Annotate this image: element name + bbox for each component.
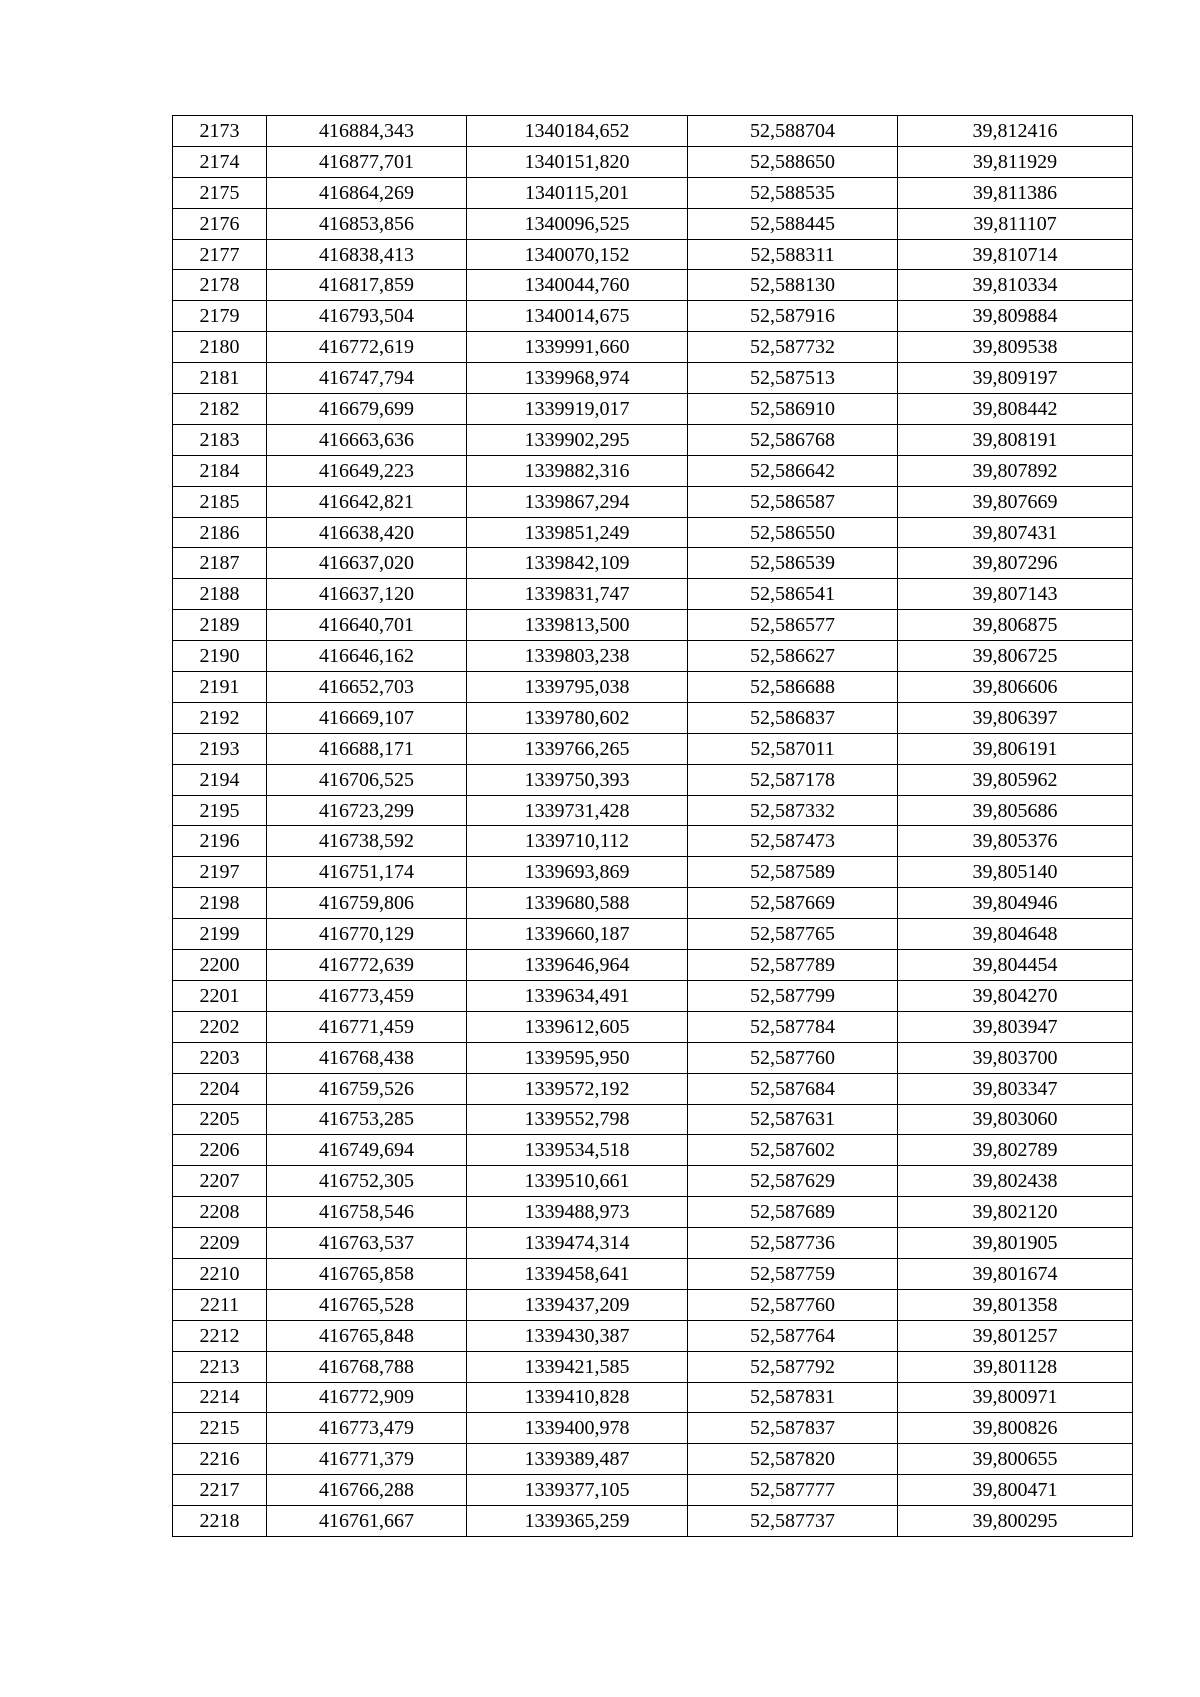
longitude-cell: 39,802789 <box>898 1135 1133 1166</box>
y-coordinate-cell: 1339731,428 <box>467 795 688 826</box>
x-coordinate-cell: 416723,299 <box>267 795 467 826</box>
y-coordinate-cell: 1339780,602 <box>467 702 688 733</box>
latitude-cell: 52,587799 <box>688 980 898 1011</box>
y-coordinate-cell: 1339867,294 <box>467 486 688 517</box>
y-coordinate-cell: 1339919,017 <box>467 394 688 425</box>
x-coordinate-cell: 416749,694 <box>267 1135 467 1166</box>
y-coordinate-cell: 1339842,109 <box>467 548 688 579</box>
point-number-cell: 2212 <box>173 1320 267 1351</box>
latitude-cell: 52,586910 <box>688 394 898 425</box>
longitude-cell: 39,804946 <box>898 888 1133 919</box>
y-coordinate-cell: 1339430,387 <box>467 1320 688 1351</box>
longitude-cell: 39,800826 <box>898 1413 1133 1444</box>
x-coordinate-cell: 416759,806 <box>267 888 467 919</box>
table-row <box>173 1228 1133 1259</box>
y-coordinate-cell: 1339389,487 <box>467 1444 688 1475</box>
table-row <box>173 950 1133 981</box>
longitude-cell: 39,801128 <box>898 1351 1133 1382</box>
latitude-cell: 52,588650 <box>688 146 898 177</box>
table-row <box>173 1073 1133 1104</box>
x-coordinate-cell: 416763,537 <box>267 1228 467 1259</box>
table-row <box>173 888 1133 919</box>
x-coordinate-cell: 416773,459 <box>267 980 467 1011</box>
point-number-cell: 2188 <box>173 579 267 610</box>
point-number-cell: 2180 <box>173 332 267 363</box>
latitude-cell: 52,587765 <box>688 919 898 950</box>
longitude-cell: 39,810334 <box>898 270 1133 301</box>
table-row <box>173 363 1133 394</box>
longitude-cell: 39,804648 <box>898 919 1133 950</box>
point-number-cell: 2182 <box>173 394 267 425</box>
latitude-cell: 52,587669 <box>688 888 898 919</box>
table-row <box>173 1011 1133 1042</box>
point-number-cell: 2178 <box>173 270 267 301</box>
x-coordinate-cell: 416765,848 <box>267 1320 467 1351</box>
latitude-cell: 52,587689 <box>688 1197 898 1228</box>
latitude-cell: 52,586768 <box>688 424 898 455</box>
x-coordinate-cell: 416877,701 <box>267 146 467 177</box>
longitude-cell: 39,800295 <box>898 1506 1133 1537</box>
point-number-cell: 2197 <box>173 857 267 888</box>
point-number-cell: 2200 <box>173 950 267 981</box>
y-coordinate-cell: 1340115,201 <box>467 177 688 208</box>
point-number-cell: 2179 <box>173 301 267 332</box>
table-row <box>173 486 1133 517</box>
latitude-cell: 52,587789 <box>688 950 898 981</box>
longitude-cell: 39,809884 <box>898 301 1133 332</box>
x-coordinate-cell: 416738,592 <box>267 826 467 857</box>
latitude-cell: 52,587332 <box>688 795 898 826</box>
y-coordinate-cell: 1340014,675 <box>467 301 688 332</box>
y-coordinate-cell: 1339595,950 <box>467 1042 688 1073</box>
point-number-cell: 2199 <box>173 919 267 950</box>
x-coordinate-cell: 416771,379 <box>267 1444 467 1475</box>
latitude-cell: 52,587732 <box>688 332 898 363</box>
latitude-cell: 52,587759 <box>688 1258 898 1289</box>
x-coordinate-cell: 416753,285 <box>267 1104 467 1135</box>
y-coordinate-cell: 1339795,038 <box>467 672 688 703</box>
y-coordinate-cell: 1340151,820 <box>467 146 688 177</box>
table-row <box>173 394 1133 425</box>
latitude-cell: 52,587760 <box>688 1042 898 1073</box>
table-row <box>173 1289 1133 1320</box>
table-row <box>173 1382 1133 1413</box>
point-number-cell: 2204 <box>173 1073 267 1104</box>
longitude-cell: 39,811929 <box>898 146 1133 177</box>
longitude-cell: 39,805140 <box>898 857 1133 888</box>
x-coordinate-cell: 416638,420 <box>267 517 467 548</box>
latitude-cell: 52,586587 <box>688 486 898 517</box>
table-row <box>173 857 1133 888</box>
x-coordinate-cell: 416751,174 <box>267 857 467 888</box>
y-coordinate-cell: 1339612,605 <box>467 1011 688 1042</box>
longitude-cell: 39,806875 <box>898 610 1133 641</box>
x-coordinate-cell: 416793,504 <box>267 301 467 332</box>
table-row <box>173 579 1133 610</box>
x-coordinate-cell: 416637,020 <box>267 548 467 579</box>
point-number-cell: 2192 <box>173 702 267 733</box>
x-coordinate-cell: 416642,821 <box>267 486 467 517</box>
table-row <box>173 1413 1133 1444</box>
x-coordinate-cell: 416761,667 <box>267 1506 467 1537</box>
longitude-cell: 39,801358 <box>898 1289 1133 1320</box>
latitude-cell: 52,587831 <box>688 1382 898 1413</box>
table-row <box>173 424 1133 455</box>
longitude-cell: 39,803060 <box>898 1104 1133 1135</box>
y-coordinate-cell: 1339634,491 <box>467 980 688 1011</box>
point-number-cell: 2215 <box>173 1413 267 1444</box>
table-row <box>173 1444 1133 1475</box>
y-coordinate-cell: 1340096,525 <box>467 208 688 239</box>
y-coordinate-cell: 1340044,760 <box>467 270 688 301</box>
point-number-cell: 2208 <box>173 1197 267 1228</box>
point-number-cell: 2189 <box>173 610 267 641</box>
y-coordinate-cell: 1339660,187 <box>467 919 688 950</box>
x-coordinate-cell: 416771,459 <box>267 1011 467 1042</box>
latitude-cell: 52,587473 <box>688 826 898 857</box>
table-row <box>173 1351 1133 1382</box>
longitude-cell: 39,806725 <box>898 641 1133 672</box>
longitude-cell: 39,804270 <box>898 980 1133 1011</box>
y-coordinate-cell: 1339365,259 <box>467 1506 688 1537</box>
latitude-cell: 52,587737 <box>688 1506 898 1537</box>
point-number-cell: 2202 <box>173 1011 267 1042</box>
longitude-cell: 39,805376 <box>898 826 1133 857</box>
latitude-cell: 52,587820 <box>688 1444 898 1475</box>
y-coordinate-cell: 1339813,500 <box>467 610 688 641</box>
longitude-cell: 39,802120 <box>898 1197 1133 1228</box>
longitude-cell: 39,808442 <box>898 394 1133 425</box>
x-coordinate-cell: 416752,305 <box>267 1166 467 1197</box>
longitude-cell: 39,812416 <box>898 116 1133 147</box>
x-coordinate-cell: 416766,288 <box>267 1475 467 1506</box>
latitude-cell: 52,586539 <box>688 548 898 579</box>
table-row <box>173 764 1133 795</box>
longitude-cell: 39,809197 <box>898 363 1133 394</box>
latitude-cell: 52,588445 <box>688 208 898 239</box>
table-row <box>173 1104 1133 1135</box>
point-number-cell: 2214 <box>173 1382 267 1413</box>
longitude-cell: 39,807143 <box>898 579 1133 610</box>
longitude-cell: 39,808191 <box>898 424 1133 455</box>
point-number-cell: 2191 <box>173 672 267 703</box>
y-coordinate-cell: 1339572,192 <box>467 1073 688 1104</box>
y-coordinate-cell: 1339510,661 <box>467 1166 688 1197</box>
latitude-cell: 52,586837 <box>688 702 898 733</box>
latitude-cell: 52,587792 <box>688 1351 898 1382</box>
table-row <box>173 332 1133 363</box>
table-row <box>173 641 1133 672</box>
y-coordinate-cell: 1339710,112 <box>467 826 688 857</box>
point-number-cell: 2211 <box>173 1289 267 1320</box>
table-row <box>173 1475 1133 1506</box>
table-row <box>173 548 1133 579</box>
point-number-cell: 2209 <box>173 1228 267 1259</box>
table-row <box>173 239 1133 270</box>
longitude-cell: 39,809538 <box>898 332 1133 363</box>
longitude-cell: 39,806191 <box>898 733 1133 764</box>
y-coordinate-cell: 1339552,798 <box>467 1104 688 1135</box>
longitude-cell: 39,802438 <box>898 1166 1133 1197</box>
table-row <box>173 610 1133 641</box>
longitude-cell: 39,801905 <box>898 1228 1133 1259</box>
point-number-cell: 2218 <box>173 1506 267 1537</box>
latitude-cell: 52,587764 <box>688 1320 898 1351</box>
longitude-cell: 39,807431 <box>898 517 1133 548</box>
table-row <box>173 672 1133 703</box>
table-row <box>173 1197 1133 1228</box>
x-coordinate-cell: 416688,171 <box>267 733 467 764</box>
table-row <box>173 1320 1133 1351</box>
longitude-cell: 39,806397 <box>898 702 1133 733</box>
latitude-cell: 52,587736 <box>688 1228 898 1259</box>
x-coordinate-cell: 416663,636 <box>267 424 467 455</box>
point-number-cell: 2190 <box>173 641 267 672</box>
longitude-cell: 39,805686 <box>898 795 1133 826</box>
point-number-cell: 2177 <box>173 239 267 270</box>
point-number-cell: 2205 <box>173 1104 267 1135</box>
y-coordinate-cell: 1339377,105 <box>467 1475 688 1506</box>
table-row <box>173 1042 1133 1073</box>
y-coordinate-cell: 1339968,974 <box>467 363 688 394</box>
x-coordinate-cell: 416772,909 <box>267 1382 467 1413</box>
latitude-cell: 52,588535 <box>688 177 898 208</box>
point-number-cell: 2174 <box>173 146 267 177</box>
longitude-cell: 39,801674 <box>898 1258 1133 1289</box>
y-coordinate-cell: 1339400,978 <box>467 1413 688 1444</box>
point-number-cell: 2216 <box>173 1444 267 1475</box>
latitude-cell: 52,586577 <box>688 610 898 641</box>
latitude-cell: 52,587011 <box>688 733 898 764</box>
y-coordinate-cell: 1340070,152 <box>467 239 688 270</box>
x-coordinate-cell: 416640,701 <box>267 610 467 641</box>
table-row <box>173 177 1133 208</box>
longitude-cell: 39,807892 <box>898 455 1133 486</box>
latitude-cell: 52,588130 <box>688 270 898 301</box>
y-coordinate-cell: 1339693,869 <box>467 857 688 888</box>
longitude-cell: 39,801257 <box>898 1320 1133 1351</box>
x-coordinate-cell: 416773,479 <box>267 1413 467 1444</box>
point-number-cell: 2194 <box>173 764 267 795</box>
latitude-cell: 52,588704 <box>688 116 898 147</box>
y-coordinate-cell: 1339421,585 <box>467 1351 688 1382</box>
point-number-cell: 2196 <box>173 826 267 857</box>
longitude-cell: 39,800655 <box>898 1444 1133 1475</box>
latitude-cell: 52,586688 <box>688 672 898 703</box>
point-number-cell: 2206 <box>173 1135 267 1166</box>
point-number-cell: 2198 <box>173 888 267 919</box>
point-number-cell: 2193 <box>173 733 267 764</box>
y-coordinate-cell: 1339488,973 <box>467 1197 688 1228</box>
point-number-cell: 2203 <box>173 1042 267 1073</box>
longitude-cell: 39,811386 <box>898 177 1133 208</box>
x-coordinate-cell: 416649,223 <box>267 455 467 486</box>
x-coordinate-cell: 416884,343 <box>267 116 467 147</box>
latitude-cell: 52,587629 <box>688 1166 898 1197</box>
y-coordinate-cell: 1339750,393 <box>467 764 688 795</box>
table-row <box>173 1135 1133 1166</box>
y-coordinate-cell: 1339437,209 <box>467 1289 688 1320</box>
x-coordinate-cell: 416679,699 <box>267 394 467 425</box>
latitude-cell: 52,587916 <box>688 301 898 332</box>
point-number-cell: 2186 <box>173 517 267 548</box>
latitude-cell: 52,587589 <box>688 857 898 888</box>
latitude-cell: 52,586550 <box>688 517 898 548</box>
latitude-cell: 52,587602 <box>688 1135 898 1166</box>
latitude-cell: 52,587631 <box>688 1104 898 1135</box>
table-row <box>173 826 1133 857</box>
x-coordinate-cell: 416768,788 <box>267 1351 467 1382</box>
x-coordinate-cell: 416770,129 <box>267 919 467 950</box>
latitude-cell: 52,587760 <box>688 1289 898 1320</box>
table-row <box>173 702 1133 733</box>
table-row <box>173 517 1133 548</box>
point-number-cell: 2173 <box>173 116 267 147</box>
coordinates-table-body <box>173 116 1133 1537</box>
longitude-cell: 39,806606 <box>898 672 1133 703</box>
point-number-cell: 2213 <box>173 1351 267 1382</box>
y-coordinate-cell: 1339851,249 <box>467 517 688 548</box>
longitude-cell: 39,807296 <box>898 548 1133 579</box>
x-coordinate-cell: 416768,438 <box>267 1042 467 1073</box>
latitude-cell: 52,587513 <box>688 363 898 394</box>
x-coordinate-cell: 416765,858 <box>267 1258 467 1289</box>
x-coordinate-cell: 416853,856 <box>267 208 467 239</box>
longitude-cell: 39,805962 <box>898 764 1133 795</box>
point-number-cell: 2185 <box>173 486 267 517</box>
y-coordinate-cell: 1339458,641 <box>467 1258 688 1289</box>
x-coordinate-cell: 416646,162 <box>267 641 467 672</box>
table-row <box>173 301 1133 332</box>
point-number-cell: 2184 <box>173 455 267 486</box>
y-coordinate-cell: 1339680,588 <box>467 888 688 919</box>
longitude-cell: 39,804454 <box>898 950 1133 981</box>
longitude-cell: 39,803347 <box>898 1073 1133 1104</box>
x-coordinate-cell: 416747,794 <box>267 363 467 394</box>
y-coordinate-cell: 1339991,660 <box>467 332 688 363</box>
latitude-cell: 52,586627 <box>688 641 898 672</box>
table-row <box>173 1506 1133 1537</box>
table-row <box>173 146 1133 177</box>
latitude-cell: 52,587837 <box>688 1413 898 1444</box>
latitude-cell: 52,587777 <box>688 1475 898 1506</box>
point-number-cell: 2183 <box>173 424 267 455</box>
x-coordinate-cell: 416637,120 <box>267 579 467 610</box>
latitude-cell: 52,588311 <box>688 239 898 270</box>
x-coordinate-cell: 416817,859 <box>267 270 467 301</box>
x-coordinate-cell: 416758,546 <box>267 1197 467 1228</box>
latitude-cell: 52,586541 <box>688 579 898 610</box>
y-coordinate-cell: 1339803,238 <box>467 641 688 672</box>
y-coordinate-cell: 1339534,518 <box>467 1135 688 1166</box>
x-coordinate-cell: 416772,619 <box>267 332 467 363</box>
longitude-cell: 39,810714 <box>898 239 1133 270</box>
y-coordinate-cell: 1339831,747 <box>467 579 688 610</box>
point-number-cell: 2176 <box>173 208 267 239</box>
table-row <box>173 733 1133 764</box>
point-number-cell: 2175 <box>173 177 267 208</box>
y-coordinate-cell: 1339410,828 <box>467 1382 688 1413</box>
point-number-cell: 2187 <box>173 548 267 579</box>
table-row <box>173 208 1133 239</box>
table-row <box>173 116 1133 147</box>
y-coordinate-cell: 1339766,265 <box>467 733 688 764</box>
y-coordinate-cell: 1339646,964 <box>467 950 688 981</box>
point-number-cell: 2210 <box>173 1258 267 1289</box>
x-coordinate-cell: 416669,107 <box>267 702 467 733</box>
x-coordinate-cell: 416759,526 <box>267 1073 467 1104</box>
table-row <box>173 1166 1133 1197</box>
latitude-cell: 52,586642 <box>688 455 898 486</box>
table-row <box>173 919 1133 950</box>
point-number-cell: 2207 <box>173 1166 267 1197</box>
x-coordinate-cell: 416838,413 <box>267 239 467 270</box>
y-coordinate-cell: 1340184,652 <box>467 116 688 147</box>
x-coordinate-cell: 416772,639 <box>267 950 467 981</box>
longitude-cell: 39,807669 <box>898 486 1133 517</box>
table-row <box>173 270 1133 301</box>
table-row <box>173 455 1133 486</box>
longitude-cell: 39,800971 <box>898 1382 1133 1413</box>
point-number-cell: 2195 <box>173 795 267 826</box>
longitude-cell: 39,803947 <box>898 1011 1133 1042</box>
x-coordinate-cell: 416864,269 <box>267 177 467 208</box>
x-coordinate-cell: 416765,528 <box>267 1289 467 1320</box>
point-number-cell: 2201 <box>173 980 267 1011</box>
table-row <box>173 1258 1133 1289</box>
longitude-cell: 39,803700 <box>898 1042 1133 1073</box>
x-coordinate-cell: 416652,703 <box>267 672 467 703</box>
y-coordinate-cell: 1339474,314 <box>467 1228 688 1259</box>
longitude-cell: 39,811107 <box>898 208 1133 239</box>
latitude-cell: 52,587784 <box>688 1011 898 1042</box>
latitude-cell: 52,587178 <box>688 764 898 795</box>
point-number-cell: 2217 <box>173 1475 267 1506</box>
latitude-cell: 52,587684 <box>688 1073 898 1104</box>
y-coordinate-cell: 1339902,295 <box>467 424 688 455</box>
coordinates-table <box>172 115 1133 1537</box>
table-row <box>173 795 1133 826</box>
table-row <box>173 980 1133 1011</box>
y-coordinate-cell: 1339882,316 <box>467 455 688 486</box>
point-number-cell: 2181 <box>173 363 267 394</box>
x-coordinate-cell: 416706,525 <box>267 764 467 795</box>
longitude-cell: 39,800471 <box>898 1475 1133 1506</box>
